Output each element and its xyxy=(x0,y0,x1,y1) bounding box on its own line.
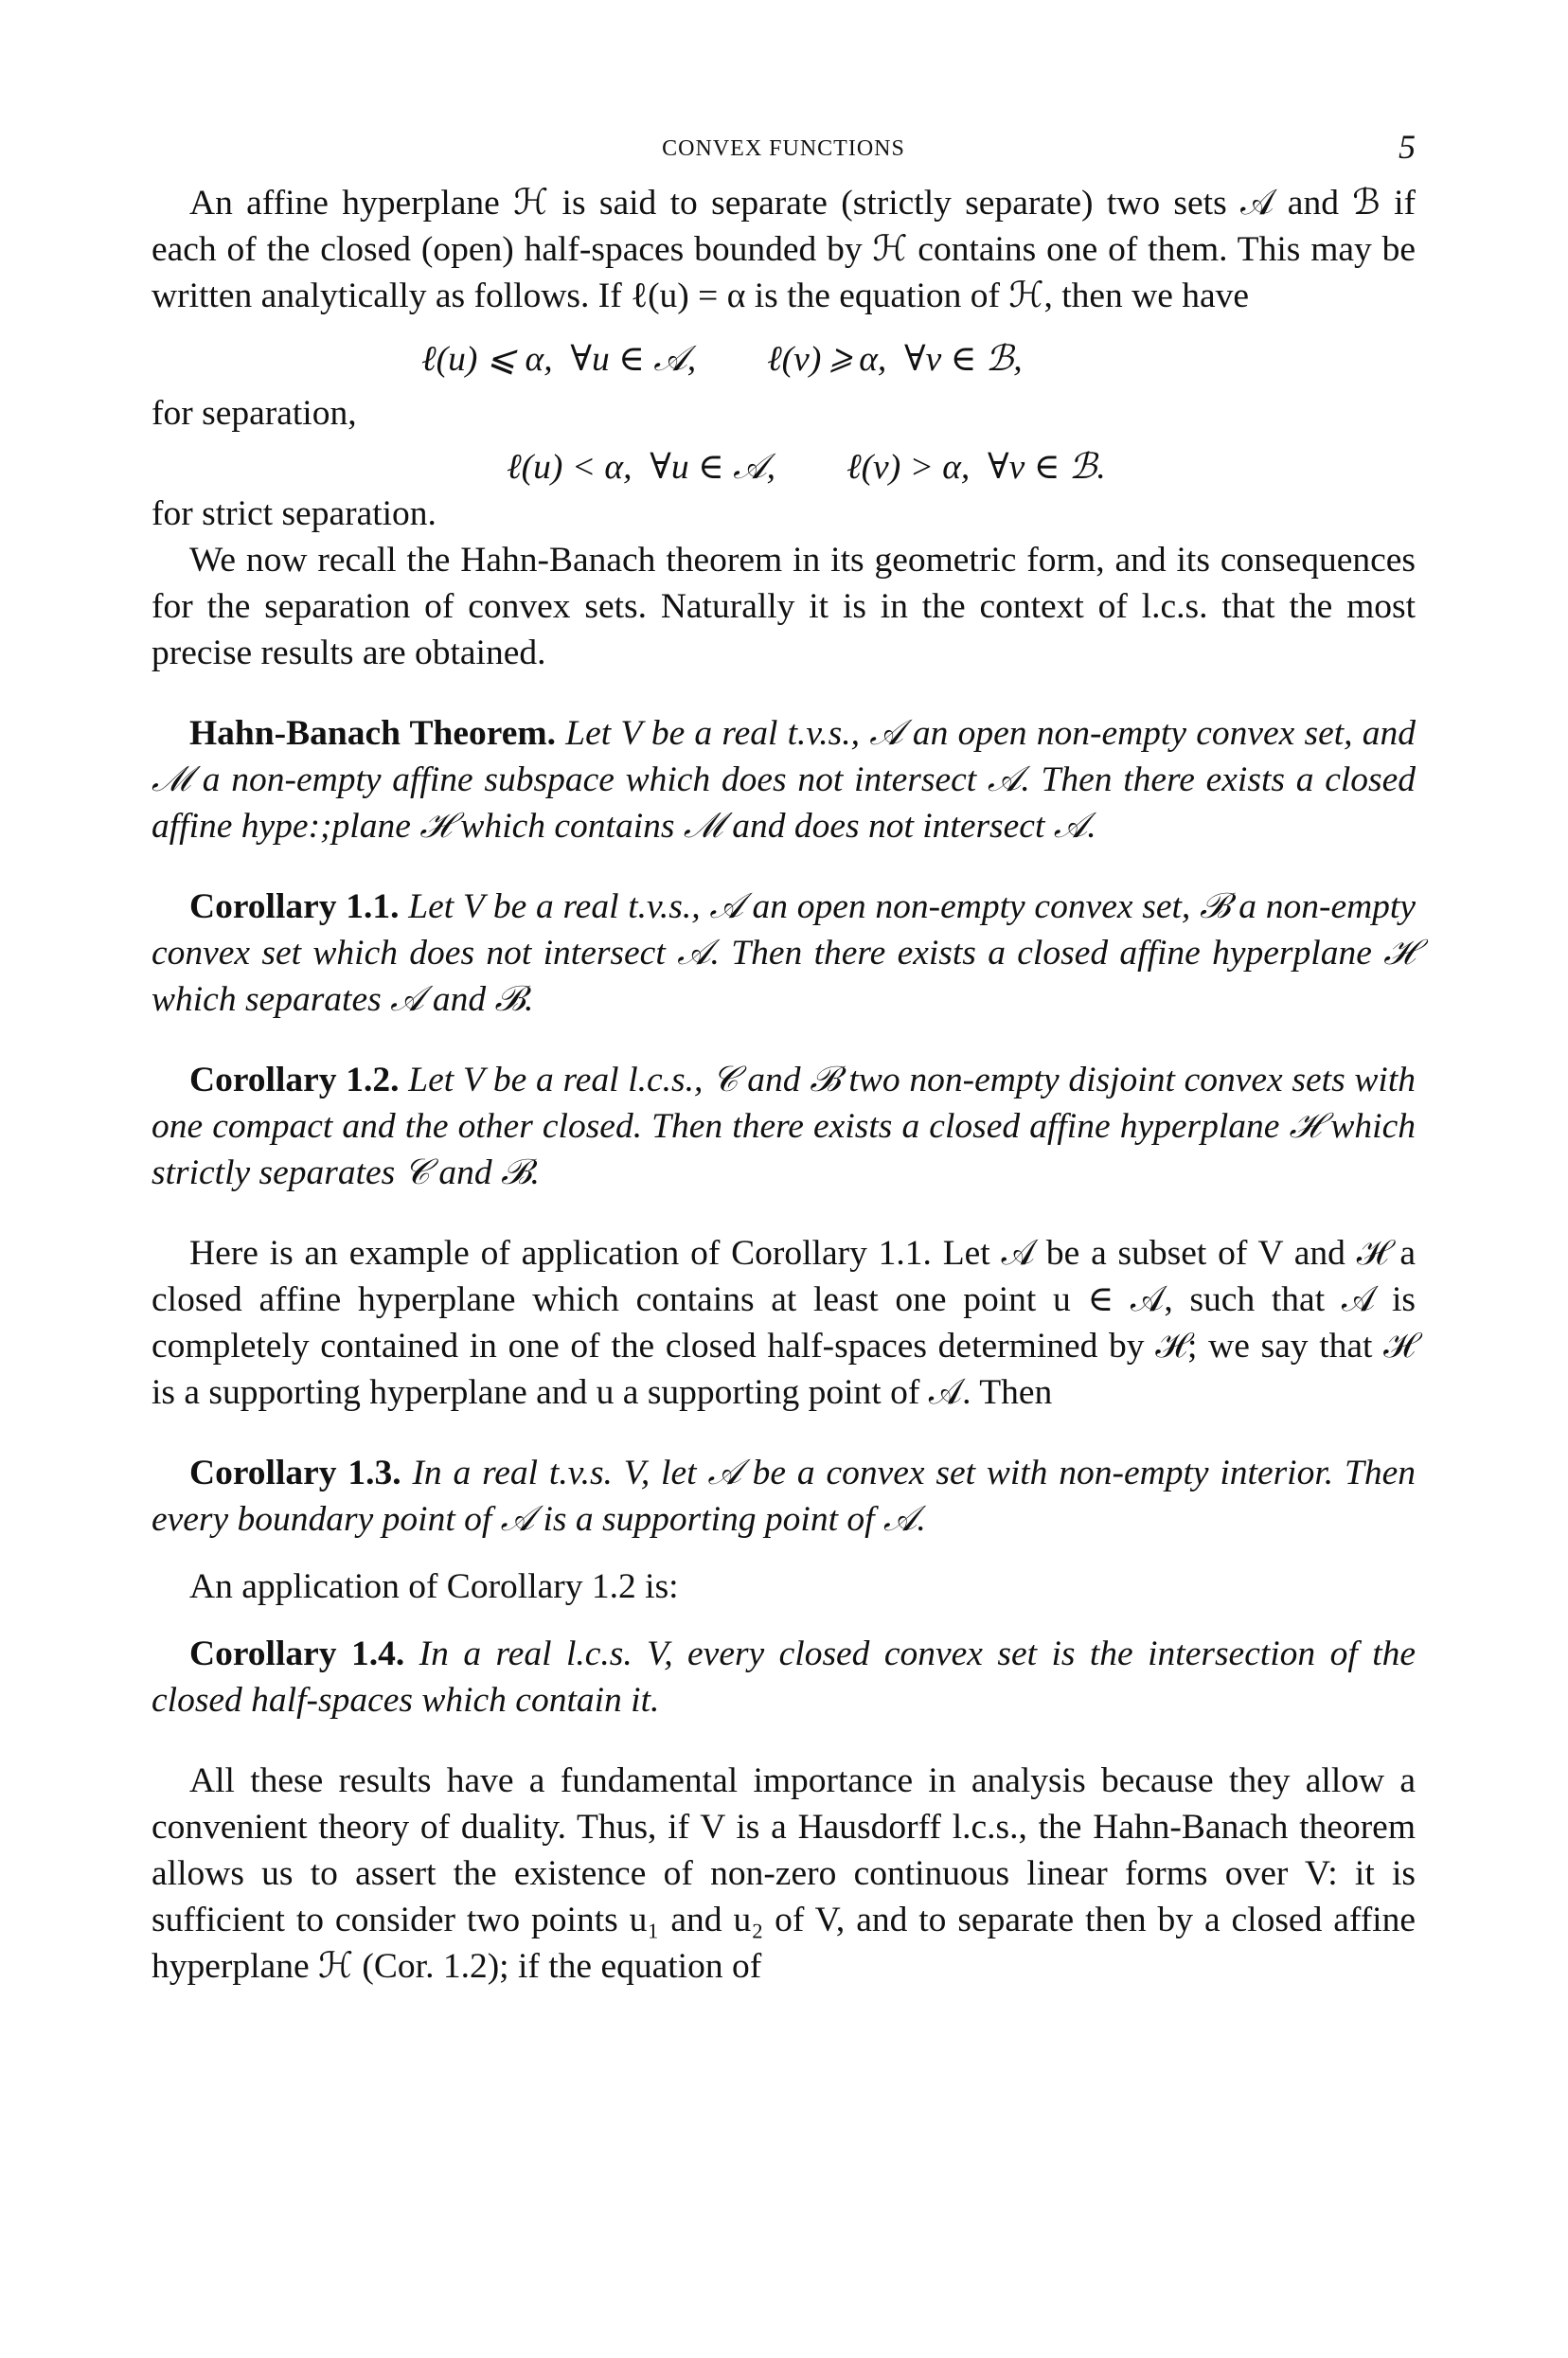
theorem-hahn-banach xyxy=(151,710,1416,849)
corollary-head: Corollary 1.3. xyxy=(189,1454,401,1492)
theorem-head: Hahn-Banach Theorem. xyxy=(189,714,557,753)
corollary-body: Let V be a real l.c.s., 𝒞 and ℬ two non-empty disjoint convex sets with one compact and the other closed. Then there exists a closed affine hyperplane ℋ which strictly separates 𝒞 and ℬ. xyxy=(151,1061,1417,1192)
paragraph-duality: All these results have a fundamental importance in analysis because they allow a convenient theory of duality. Thus, if V is a Hausdorff l.c.s., the Hahn-Banach theorem allows us to assert the existence of non-zero continuous linear forms over V: it is sufficient to consider two points u₁ and u₂ of V, and to separate then by a closed affine hyperplane ℋ (Cor. 1.2); if the equation of xyxy=(151,1761,1416,1986)
display-equation-strict-separation: ℓ(u) < α, ∀u ∈ 𝒜, ℓ(v) > α, ∀v ∈ ℬ. xyxy=(507,448,1106,487)
page-number: 5 xyxy=(1399,128,1416,166)
running-head xyxy=(151,123,1416,180)
corollary-1-2 xyxy=(151,1057,1416,1196)
corollary-head: Corollary 1.4. xyxy=(189,1635,405,1673)
paragraph-separation-definition: An affine hyperplane ℋ is said to separate (strictly separate) two sets 𝒜 and ℬ if each of the closed (open) half-spaces bounded by ℋ contains one of them. This may be written analytically as follows. If ℓ(u) = α is the equation of ℋ, then we have xyxy=(151,184,1416,315)
corollary-1-3 xyxy=(151,1450,1416,1543)
corollary-1-4 xyxy=(151,1631,1416,1724)
corollary-body: In a real l.c.s. V, every closed convex set is the intersection of the closed half-spaces which contain it. xyxy=(151,1635,1417,1720)
paragraph-hahn-banach-intro: We now recall the Hahn-Banach theorem in its geometric form, and its consequences for the separation of convex sets. Naturally it is in the context of l.c.s. that the most precise results are obtained. xyxy=(151,541,1416,672)
corollary-body: Let V be a real t.v.s., 𝒜 an open non-empty convex set, ℬ a non-empty convex set which does not intersect 𝒜. Then there exists a closed affine hyperplane ℋ which separates 𝒜 and ℬ. xyxy=(151,887,1416,1019)
paragraph-application: An application of Corollary 1.2 is: xyxy=(189,1567,679,1606)
running-title: CONVEX FUNCTIONS xyxy=(662,136,905,161)
label-for-strict-separation: for strict separation. xyxy=(151,494,437,533)
label-for-separation: for separation, xyxy=(151,394,357,433)
corollary-head: Corollary 1.1. xyxy=(189,887,400,926)
display-equation-separation: ℓ(u) ⩽ α, ∀u ∈ 𝒜, ℓ(v) ⩾ α, ∀v ∈ ℬ, xyxy=(421,340,1023,379)
corollary-body: In a real t.v.s. V, let 𝒜 be a convex set with non-empty interior. Then every boundary point of 𝒜 is a supporting point of 𝒜. xyxy=(151,1454,1416,1539)
page xyxy=(151,123,1416,1990)
corollary-head: Corollary 1.2. xyxy=(189,1061,400,1099)
paragraph-supporting-hyperplane: Here is an example of application of Corollary 1.1. Let 𝒜 be a subset of V and ℋ a closed affine hyperplane which contains at least one point u ∈ 𝒜, such that 𝒜 is completely contained in one of the closed half-spaces determined by ℋ; we say that ℋ is a supporting hyperplane and u a supporting point of 𝒜. Then xyxy=(151,1234,1416,1412)
theorem-body: Let V be a real t.v.s., 𝒜 an open non-empty convex set, and ℳ a non-empty affine subspace which does not intersect 𝒜. Then there exists a closed affine hype:;plane ℋ which contains ℳ and does not intersect 𝒜. xyxy=(151,714,1417,846)
corollary-1-1 xyxy=(151,884,1416,1023)
